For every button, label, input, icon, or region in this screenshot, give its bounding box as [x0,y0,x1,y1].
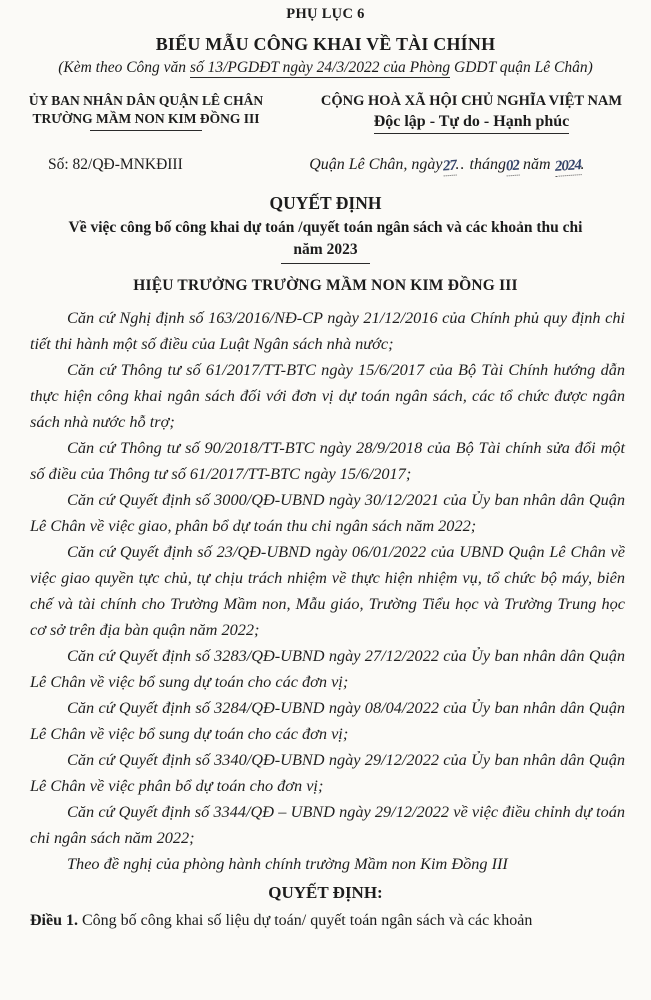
org-school-name: TRƯỜNG MẦM NON KIM ĐỒNG III [32,111,260,126]
date-prefix: Quận Lê Chân, ngày [309,156,443,173]
appendix-label: PHỤ LỤC 6 [286,6,365,22]
basis-paragraph: Căn cứ Quyết định số 23/QĐ-UBND ngày 06/01/2022 của UBND Quận Lê Chân về việc giao quyền tực chủ, tự chịu trách nhiệm về thực hiện nhiệm vụ, tổ chức bộ máy, biên chế và tài chính cho Trường Mầm non, Mẫu giáo, Trường Tiểu học và Trường Trung học cơ sở trên địa bàn quận năm 2022; [30,542,625,639]
article-1-label: Điều 1. [30,912,78,929]
basis-paragraph: Căn cứ Quyết định số 3283/QĐ-UBND ngày 27/12/2022 của Ủy ban nhân dân Quận Lê Chân về việc bổ sung dự toán cho các đơn vị; [30,646,625,691]
document-number: Số: 82/QĐ-MNKĐIII [48,156,183,173]
date-suffix: . [580,156,585,173]
org-underline-rule [90,130,202,131]
article-1-text: Công bố công khai số liệu dự toán/ quyết toán ngân sách và các khoản [78,912,533,929]
national-motto-block [292,93,651,134]
date-year-label: năm [518,156,555,173]
number-date-row [0,156,651,175]
proposal-paragraph: Theo đề nghị của phòng hành chính trường Mầm non Kim Đồng III [67,854,508,873]
decision-year [0,241,651,264]
handwritten-month: 02 [505,157,520,175]
basis-paragraph: Căn cứ Thông tư số 90/2018/TT-BTC ngày 28/9/2018 của Bộ Tài chính sửa đổi một số điều của Thông tư số 61/2017/TT-BTC ngày 15/6/2017; [30,438,625,483]
form-subtitle-underlined: số 13/PGDĐT ngày 24/3/2022 của Phòng [189,59,451,76]
letterhead [0,93,651,134]
basis-paragraph: Căn cứ Quyết định số 3344/QĐ – UBND ngày 29/12/2022 về việc điều chỉnh dự toán chi ngân sách năm 2022; [30,802,625,847]
decision-subject: Về việc công bố công khai dự toán /quyết toán ngân sách và các khoản thu chi [68,219,583,236]
handwritten-day: 27 [441,157,457,175]
date-dots: .. [455,156,466,173]
decision-year-text: năm 2023 [281,241,369,264]
national-title: CỘNG HOÀ XÃ HỘI CHỦ NGHĨA VIỆT NAM [320,93,623,109]
date-month-label: tháng [465,156,506,173]
form-subtitle-suffix: GDDT quận Lê Chân) [450,59,593,76]
form-subtitle-prefix: (Kèm theo Công văn [58,59,190,76]
decision-heading: QUYẾT ĐỊNH [269,193,382,213]
place-date-line [183,156,651,175]
issuer-heading: HIỆU TRƯỞNG TRƯỜNG MẦM NON KIM ĐỒNG III [133,277,518,294]
national-motto: Độc lập - Tự do - Hạnh phúc [374,113,570,134]
form-subtitle [0,59,651,77]
org-parent-name: ỦY BAN NHÂN DÂN QUẬN LÊ CHÂN [28,93,264,108]
basis-paragraph: Căn cứ Nghị định số 163/2016/NĐ-CP ngày 21/12/2016 của Chính phủ quy định chi tiết thi hành một số điều của Luật Ngân sách nhà nước; [30,308,625,353]
decision-heading-2: QUYẾT ĐỊNH: [268,883,383,902]
basis-paragraph: Căn cứ Quyết định số 3284/QĐ-UBND ngày 08/04/2022 của Ủy ban nhân dân Quận Lê Chân về việc bổ sung dự toán cho các đơn vị; [30,698,625,743]
basis-paragraph: Căn cứ Quyết định số 3000/QĐ-UBND ngày 30/12/2021 của Ủy ban nhân dân Quận Lê Chân về việc giao, phân bổ dự toán thu chi ngân sách năm 2022; [30,490,625,535]
document-body [0,305,651,877]
basis-paragraph: Căn cứ Thông tư số 61/2017/TT-BTC ngày 15/6/2017 của Bộ Tài Chính hướng dẫn thực hiện công khai ngân sách đối với đơn vị dự toán ngân sách, các tổ chức được ngân sách nhà nước hỗ trợ; [30,360,625,431]
basis-paragraph: Căn cứ Quyết định số 3340/QĐ-UBND ngày 29/12/2022 của Ủy ban nhân dân Quận Lê Chân về việc phân bổ dự toán cho đơn vị; [30,750,625,795]
form-title: BIỂU MẪU CÔNG KHAI VỀ TÀI CHÍNH [155,34,496,54]
handwritten-year: 2024 [554,157,582,175]
issuing-org-block [0,93,292,131]
article-1 [30,908,625,933]
